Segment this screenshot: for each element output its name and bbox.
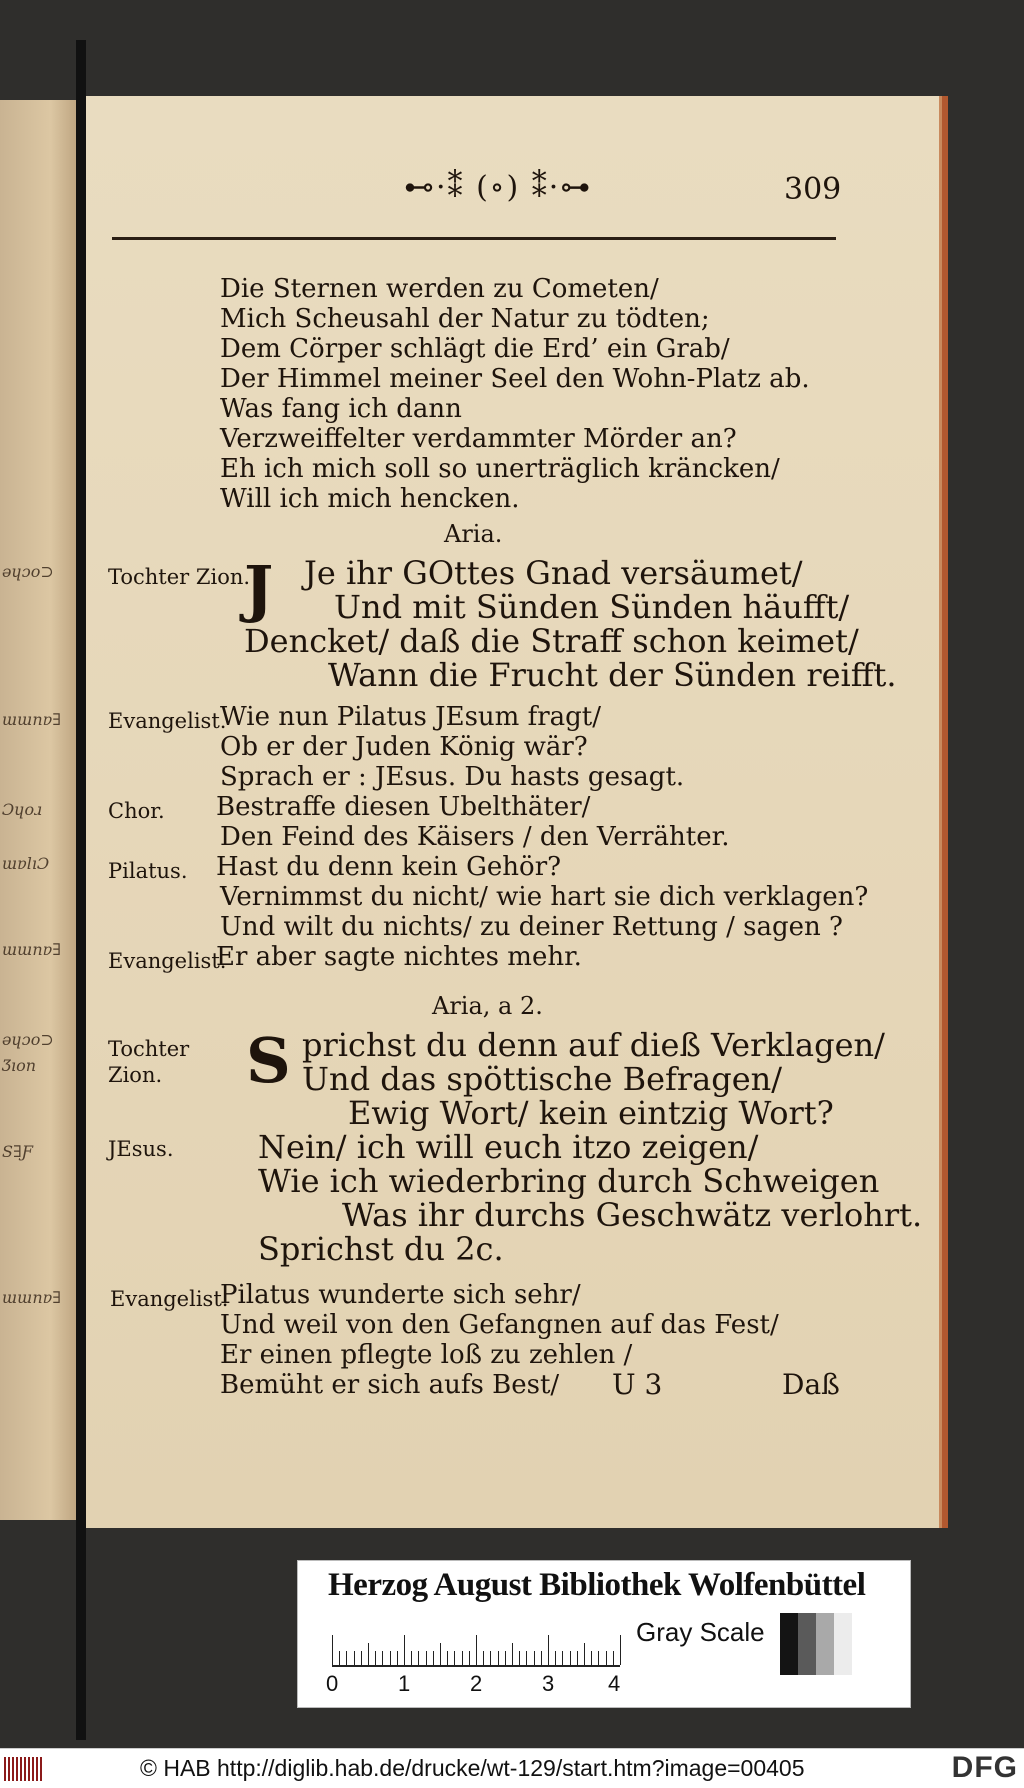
ruler-tick: [397, 1651, 398, 1665]
dialog-line: Bestraffe diesen Ubelthäter/: [216, 792, 591, 822]
speaker-label: Chor.: [108, 799, 165, 823]
margin-fragment: ǝɥɔo⊃: [2, 562, 54, 581]
margin-fragment: ɯɯnɐ∃: [2, 710, 61, 729]
speaker-label: Evangelist.: [110, 1287, 229, 1311]
ruler-tick: [476, 1635, 477, 1665]
margin-fragment: ɯɯnɐ∃: [2, 940, 61, 959]
ruler-tick: [404, 1635, 405, 1665]
ruler-label: 2: [470, 1671, 483, 1696]
margin-fragment: ɯɯnɐ∃: [2, 1288, 61, 1307]
speaker-label: Tochter: [108, 1037, 190, 1061]
ruler-tick: [613, 1651, 614, 1665]
page-number: 309: [784, 172, 842, 207]
ruler-tick: [577, 1651, 578, 1665]
ruler-tick: [418, 1651, 419, 1665]
speaker-label: Tochter Zion.: [108, 565, 251, 589]
aria-line: Wann die Frucht der Sünden reifft.: [328, 656, 897, 694]
verse-line: Eh ich mich soll so unerträglich kräncken/: [220, 454, 780, 484]
ruler-tick: [332, 1635, 333, 1665]
ruler-tick: [339, 1651, 340, 1665]
ruler-tick: [469, 1651, 470, 1665]
aria-heading: Aria.: [444, 520, 503, 548]
drop-cap: J: [244, 552, 274, 625]
verse-line: Die Sternen werden zu Cometen/: [220, 274, 659, 304]
barcode-icon: [4, 1757, 44, 1781]
ruler-tick: [354, 1651, 355, 1665]
color-target-card: [298, 1561, 910, 1707]
ruler-tick: [512, 1643, 513, 1665]
verse-line: Will ich mich hencken.: [220, 484, 520, 514]
speaker-label: Evangelist.: [108, 709, 227, 733]
ruler-tick: [562, 1651, 563, 1665]
dialog-line: Und weil von den Gefangnen auf das Fest/: [220, 1310, 779, 1340]
ruler-tick: [534, 1651, 535, 1665]
verse-line: Der Himmel meiner Seel den Wohn-Platz ab.: [220, 364, 810, 394]
ruler-tick: [390, 1651, 391, 1665]
dialog-line: Bemüht er sich aufs Best/: [220, 1370, 560, 1400]
dialog-line: Pilatus wunderte sich sehr/: [220, 1280, 581, 1310]
signature-mark: U 3: [612, 1368, 663, 1401]
ruler-tick: [447, 1651, 448, 1665]
book-page: [86, 96, 948, 1528]
header-ornament: ⊷·⁑ (∘) ⁑·⊶: [404, 170, 593, 205]
ruler-tick: [541, 1651, 542, 1665]
ruler-tick: [570, 1651, 571, 1665]
ruler-tick: [411, 1651, 412, 1665]
ruler-label: 1: [398, 1671, 411, 1696]
drop-cap: S: [246, 1024, 291, 1097]
margin-fragment: Ɔɥoɹ: [2, 800, 43, 819]
verse-line: Was fang ich dann: [220, 394, 462, 424]
speaker-label: Evangelist.: [108, 949, 227, 973]
gray-swatch: [798, 1613, 816, 1675]
ruler-tick: [490, 1651, 491, 1665]
ruler-tick: [591, 1651, 592, 1665]
verse-line: Verzweiffelter verdammter Mörder an?: [220, 424, 737, 454]
ruler-tick: [606, 1651, 607, 1665]
ruler-tick: [433, 1651, 434, 1665]
gray-swatch: [834, 1613, 852, 1675]
speaker-label: JEsus.: [108, 1137, 174, 1161]
ruler-tick: [375, 1651, 376, 1665]
ruler-tick: [368, 1643, 369, 1665]
ruler-tick: [598, 1651, 599, 1665]
aria-line: Nein/ ich will euch itzo zeigen/: [258, 1128, 759, 1166]
dialog-line: Wie nun Pilatus JEsum fragt/: [220, 702, 601, 732]
ruler-tick: [382, 1651, 383, 1665]
dialog-line: Er einen pflegte loß zu zehlen /: [220, 1340, 633, 1370]
speaker-label: Zion.: [108, 1063, 163, 1087]
ruler: [332, 1665, 620, 1667]
aria-line: Dencket/ daß die Straff schon keimet/: [244, 622, 859, 660]
ruler-tick: [454, 1651, 455, 1665]
aria-line: Was ihr durchs Geschwätz verlohrt.: [342, 1196, 923, 1234]
aria-line: prichst du denn auf dieß Verklagen/: [302, 1026, 885, 1064]
ruler-tick: [505, 1651, 506, 1665]
gray-scale-label: Gray Scale: [636, 1617, 765, 1647]
ruler-label: 3: [542, 1671, 555, 1696]
ruler-tick: [440, 1643, 441, 1665]
footer-url[interactable]: © HAB http://diglib.hab.de/drucke/wt-129/start.htm?image=00405: [140, 1755, 805, 1781]
ruler-tick: [620, 1635, 621, 1665]
book-gutter: [76, 40, 86, 1740]
ruler-tick: [498, 1651, 499, 1665]
ruler-tick: [426, 1651, 427, 1665]
dialog-line: Sprach er : JEsus. Du hasts gesagt.: [220, 762, 685, 792]
dfg-logo: DFG: [951, 1751, 1018, 1784]
gray-swatch: [780, 1613, 798, 1675]
ruler-tick: [555, 1651, 556, 1665]
ruler-tick: [584, 1643, 585, 1665]
header-rule: [112, 237, 836, 240]
previous-page-edge: [0, 100, 84, 1520]
ruler-tick: [483, 1651, 484, 1665]
speaker-label: Pilatus.: [108, 859, 188, 883]
margin-fragment: ǝɥɔo⊃: [2, 1030, 54, 1049]
aria-line: Je ihr GOttes Gnad versäumet/: [304, 554, 803, 592]
aria-line: Ewig Wort/ kein eintzig Wort?: [348, 1094, 834, 1132]
aria-line: Und mit Sünden Sünden häufft/: [334, 588, 850, 626]
aria-line: Und das spöttische Befragen/: [302, 1060, 783, 1098]
dialog-line: Den Feind des Käisers / den Verrähter.: [220, 822, 730, 852]
dialog-line: Hast du denn kein Gehör?: [216, 852, 562, 882]
verse-line: Dem Cörper schlägt die Erd’ ein Grab/: [220, 334, 730, 364]
ruler-tick: [519, 1651, 520, 1665]
catchword: Daß: [782, 1368, 840, 1401]
ruler-tick: [462, 1651, 463, 1665]
ruler-tick: [548, 1635, 549, 1665]
ruler-label: 4: [608, 1671, 621, 1696]
dialog-line: Er aber sagte nichtes mehr.: [216, 942, 582, 972]
verse-line: Mich Scheusahl der Natur zu tödten;: [220, 304, 710, 334]
dialog-line: Vernimmst du nicht/ wie hart sie dich verklagen?: [220, 882, 869, 912]
aria-heading: Aria, a 2.: [432, 992, 543, 1020]
dialog-line: Ob er der Juden König wär?: [220, 732, 588, 762]
gray-swatch: [816, 1613, 834, 1675]
library-name: Herzog August Bibliothek Wolfenbüttel: [328, 1567, 866, 1603]
aria-line: Wie ich wiederbring durch Schweigen: [258, 1162, 880, 1200]
aria-line: Sprichst du 2c.: [258, 1230, 504, 1268]
margin-fragment: Ʒıon: [2, 1056, 37, 1075]
ruler-label: 0: [326, 1671, 339, 1696]
ruler-tick: [346, 1651, 347, 1665]
footer-bar: [0, 1748, 1024, 1788]
dialog-line: Und wilt du nichts/ zu deiner Rettung / sagen ?: [220, 912, 843, 942]
ruler-tick: [526, 1651, 527, 1665]
margin-fragment: ɯɐlıƆ: [2, 854, 50, 873]
ruler-tick: [361, 1651, 362, 1665]
margin-fragment: S∃Ƒ: [2, 1142, 33, 1161]
